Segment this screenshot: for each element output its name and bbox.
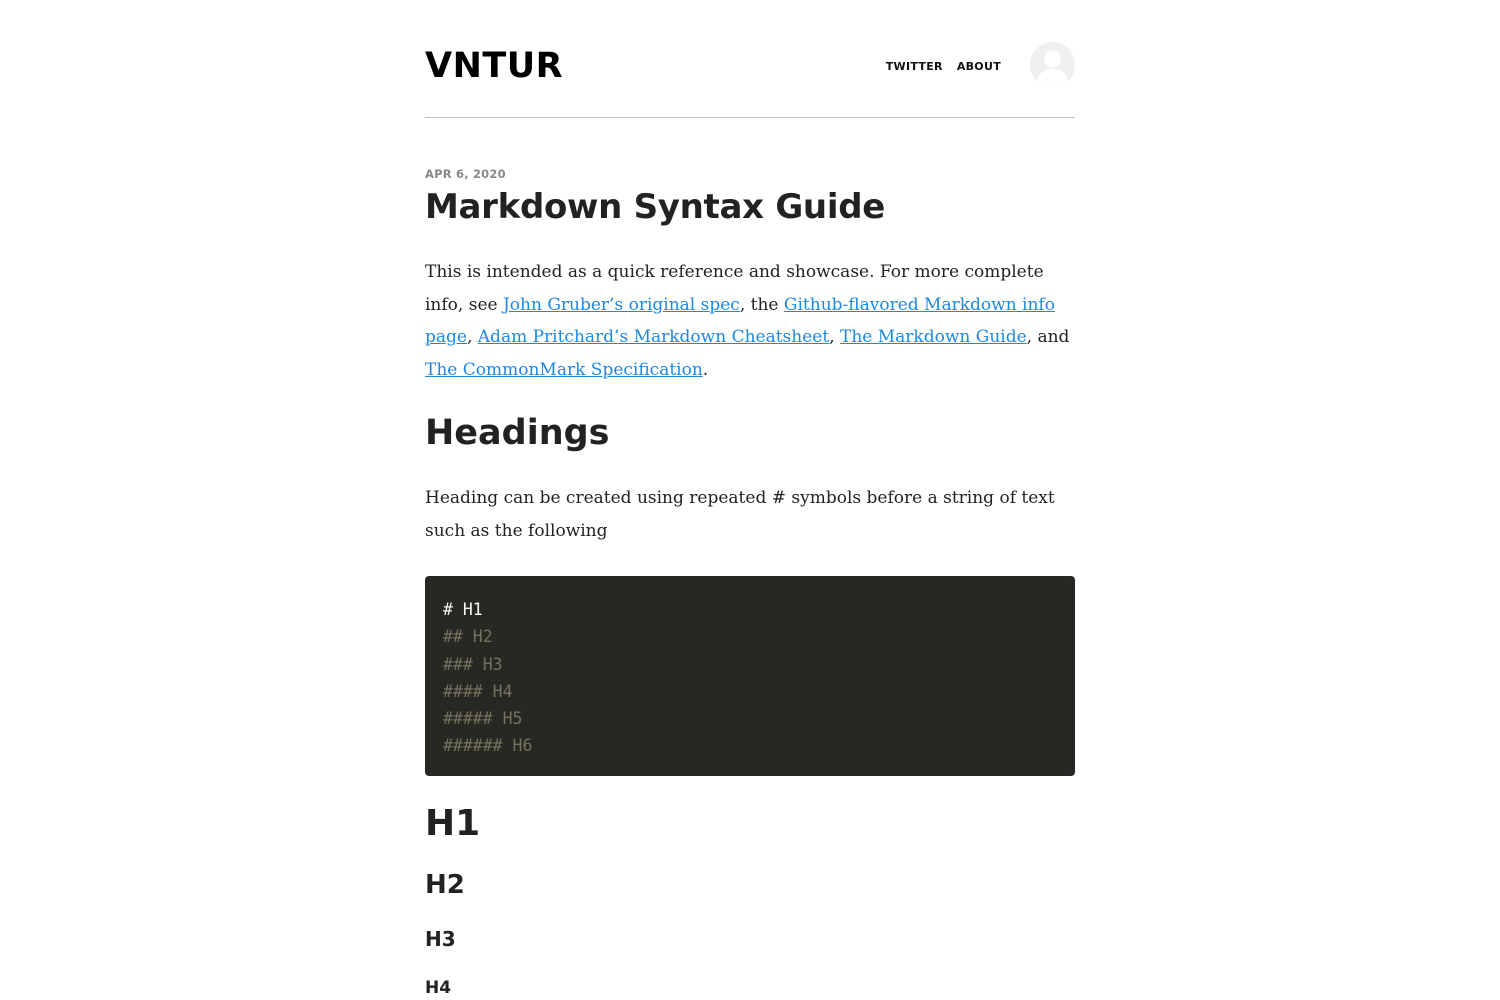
intro-text: . — [702, 359, 709, 380]
intro-text: , — [466, 327, 478, 347]
intro-text: , the — [739, 294, 784, 315]
code-line: # H1 — [443, 600, 483, 619]
intro-paragraph — [425, 256, 1075, 386]
nav-link-about[interactable]: ABOUT — [956, 60, 1001, 73]
section-paragraph: Heading can be created using repeated # symbols before a string of text such as the following — [425, 488, 1055, 541]
code-line: ##### H5 — [443, 709, 523, 729]
link-markdown-guide[interactable]: The Markdown Guide — [840, 327, 1027, 347]
code-line: ###### H6 — [443, 736, 533, 756]
link-gruber-spec[interactable]: John Gruber’s original spec — [502, 294, 740, 315]
link-markdown-cheatsheet[interactable]: Adam Pritchard’s Markdown Cheatsheet — [477, 327, 830, 347]
demo-heading-h2: H2 — [425, 870, 465, 900]
site-header — [425, 0, 1075, 118]
main-nav — [886, 59, 1001, 75]
intro-text: , and — [1026, 327, 1070, 347]
page-container — [425, 0, 1075, 998]
demo-heading-h4: H4 — [425, 978, 452, 998]
intro-text: , — [829, 327, 840, 347]
site-brand[interactable]: VNTUR — [425, 46, 564, 86]
demo-heading-h3: H3 — [425, 927, 456, 951]
link-github-markdown[interactable]: Github-flavored Markdown info page — [425, 294, 1055, 347]
post-date: APR 6, 2020 — [425, 167, 506, 181]
code-line: #### H4 — [443, 681, 513, 701]
user-avatar-icon[interactable] — [1030, 42, 1075, 87]
demo-heading-h1: H1 — [425, 803, 481, 844]
section-heading: Headings — [425, 413, 610, 453]
avatar-silhouette-icon — [1030, 42, 1075, 87]
code-line: ### H3 — [443, 654, 503, 674]
nav-link-twitter[interactable]: TWITTER — [885, 60, 943, 73]
post-title: Markdown Syntax Guide — [425, 187, 885, 227]
code-block — [425, 576, 1075, 776]
intro-text: This is intended as a quick reference and showcase. For more complete info, see — [425, 262, 1044, 315]
code-line: ## H2 — [443, 627, 493, 647]
link-commonmark-spec[interactable]: The CommonMark Specification — [425, 359, 703, 380]
